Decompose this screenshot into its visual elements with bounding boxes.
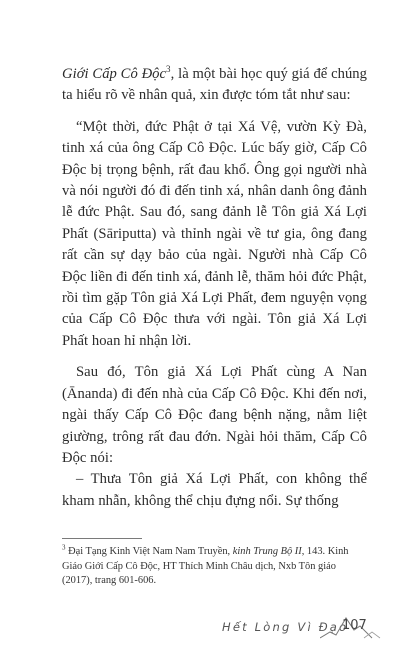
page-footer	[200, 612, 390, 642]
paragraph-3: Sau đó, Tôn giả Xá Lợi Phất cùng A Nan (Ānanda) đi đến nhà của Cấp Cô Độc. Khi đến nơi, ngài thấy Cấp Cô Độc đang bệnh nặng, nằm liệt giường, trông rất đau đớn. Ngài hỏi thăm, Cấp Cô Độc nói:	[62, 364, 367, 466]
footnote-reference: 3	[166, 64, 171, 75]
paragraph-1-text: , là một bài học quý giá để chúng ta hiểu rõ về nhân quả, xin được tóm tắt như sau:	[62, 66, 368, 104]
footnote-text-italic: kinh Trung Bộ II	[232, 546, 302, 557]
page-number: 107	[342, 618, 367, 633]
paragraph-4: – Thưa Tôn giả Xá Lợi Phất, con không thể kham nhẫn, không thể chịu đựng nổi. Sự thống	[62, 471, 367, 509]
footnote-text-2: , 143. Kinh Giáo Giới Cấp Cô Độc, HT Thích Minh Châu dịch, Nxb Tôn giáo (2017), trang 601-606.	[62, 546, 349, 587]
running-book-title: Hết Lòng Vì Đạo	[222, 620, 349, 634]
footnote	[62, 545, 367, 589]
footnote-divider	[62, 538, 142, 539]
footnote-text-1: Đại Tạng Kinh Việt Nam Nam Truyền,	[65, 546, 233, 557]
footnote-number: 3	[62, 543, 66, 552]
paragraph-1	[62, 64, 367, 107]
sutra-title: Giới Cấp Cô Độc	[62, 66, 167, 82]
paragraph-2: “Một thời, đức Phật ở tại Xá Vệ, vườn Kỳ Đà, tinh xá của ông Cấp Cô Độc. Lúc bấy giờ, Cấp Cô Độc bị trọng bệnh, rất đau khổ. Ông gọi người nhà và nói người đó đi đến tinh xá, nhân danh ông đảnh lễ đức Phật. Sau đó, sang đảnh lễ Tôn giả Xá Lợi Phất (Sāriputta) và thỉnh ngài về tư gia, ông đang rất cần sự dạy bảo của ngài. Người nhà Cấp Cô Độc liền đi đến tinh xá, đảnh lễ, thăm hỏi đức Phật, rồi tìm gặp Tôn giả Xá Lợi Phất, đem nguyện vọng của Cấp Cô Độc thưa với ngài. Tôn giả Xá Lợi Phất hoan hỉ nhận lời.	[62, 118, 367, 349]
body-text	[62, 64, 367, 512]
